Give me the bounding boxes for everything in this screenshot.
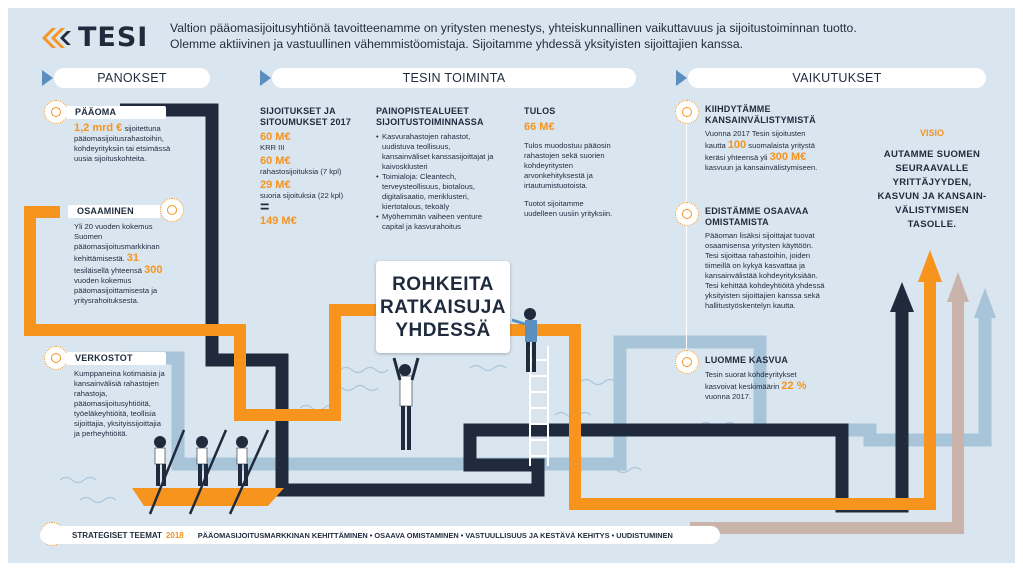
sijoitukset-block: [260, 106, 360, 227]
kiihdytamme-n1: 100: [727, 139, 747, 151]
visio-line-5: VÄLISTYMISEN: [895, 205, 969, 216]
list-item: • Kasvurahastojen rahastot, uudistuva teollisuus, kansainväliset kanssasijoittajat ja kaivosklusteri: [376, 132, 494, 172]
osaaminen-text-1: Yli 20 vuoden kokemus Suomen pääomasijoitusmarkkinan kehittämisestä.: [74, 222, 160, 263]
section-toiminta: TESIN TOIMINTA: [272, 68, 636, 88]
tulos-text-1: Tulos muodostuu pääosin rahastojen sekä suorien kohdeyritysten arvonkehityksestä ja irtautumistuotoista.: [524, 140, 611, 190]
visio-line-1: AUTAMME SUOMEN: [883, 149, 981, 160]
paaoma-desc: sijoitettuna pääomasijoitusrahastoihin, kohdeyrityksiin tai etsimässä uusia sijoituskohteita.: [74, 124, 171, 163]
sun-icon: [675, 202, 699, 226]
paaoma-text: [74, 122, 186, 164]
luomme-text: [705, 370, 815, 402]
visio-line-3: YRITTÄJYYDEN,: [892, 177, 972, 188]
osaaminen-title: OSAAMINEN: [68, 205, 160, 218]
kiihdytamme-n2: 300 M€: [769, 151, 807, 163]
footer-year: 2018: [165, 530, 184, 540]
edistamme-title: EDISTÄMME OSAAVAA OMISTAMISTA: [705, 206, 809, 227]
kiihdytamme-t1: Vuonna 2017 Tesin sijoitusten kautta: [705, 129, 806, 150]
arrow-right-icon: [260, 70, 271, 86]
sijoitukset-l3: suoria sijoituksia (22 kpl): [260, 191, 344, 200]
kiihdytamme-t2: suomalaista yritystä keräsi yhteensä yli: [705, 141, 815, 162]
sun-icon: [160, 198, 184, 222]
painopisteet-list: [376, 132, 494, 232]
worker-illustration: [510, 306, 550, 376]
luomme-title: LUOMME KASVUA: [705, 355, 789, 365]
edistamme-block: [705, 206, 825, 311]
arrow-right-icon: [676, 70, 687, 86]
tesi-logo: [42, 22, 148, 53]
sijoitukset-total: 149 M€: [260, 215, 297, 227]
vaikutukset-divider: [686, 112, 687, 352]
edistamme-text: Pääoman lisäksi sijoittajat tuovat osaamisensa yritysten käyttöön. Tesi sijoittaa rahastoihin, joiden tiimeillä on kykyä kasvattaa ja kansainvälistää kohdeyrityksiään. Tesi kehittää kohdeyhtiöitä yhdessä yksityisten sijoittajien kanssa sekä hallitustyöskentelyn kautta.: [705, 231, 825, 310]
verkostot-title: VERKOSTOT: [66, 352, 166, 365]
kiihdytamme-block: [705, 104, 823, 173]
tulos-text-2: Tuotot sijoitamme uudelleen uusiin yrityksiin.: [524, 198, 613, 218]
osaaminen-text-3: vuoden kokemus pääomasijoittamisesta ja yritysrahoituksesta.: [74, 276, 158, 305]
rohkeita-sign: [376, 261, 510, 353]
list-item: • Myöhemmän vaiheen venture capital ja kasvurahoitus: [376, 212, 494, 232]
painopisteet-title: PAINOPISTEALUEET SIJOITUSTOIMINNASSA: [376, 106, 484, 127]
luomme-t2: vuonna 2017.: [705, 391, 752, 401]
sign-line-3: YHDESSÄ: [395, 319, 491, 341]
luomme-block: [705, 355, 815, 402]
list-item: • Toimialoja: Cleantech, terveysteollisuus, biotalous, digitalisaatio, meriklusteri, kiertotalous, tekoäly: [376, 172, 494, 212]
sijoitukset-eq: =: [260, 199, 270, 216]
sun-icon: [44, 346, 68, 370]
osaaminen-text-2: tesiläisellä yhteensä: [74, 266, 142, 275]
arrow-right-icon: [42, 70, 53, 86]
tulos-title: TULOS: [524, 106, 556, 116]
brand-name: TESI: [78, 22, 149, 53]
kiihdytamme-text: [705, 129, 823, 173]
osaaminen-text: [74, 222, 174, 306]
sun-icon: [675, 350, 699, 374]
sign-line-1: ROHKEITA: [392, 273, 494, 295]
visio-line-6: TASOLLE.: [907, 219, 957, 230]
osaaminen-n1: 31: [126, 252, 140, 264]
painopisteet-block: [376, 106, 494, 232]
tulos-value: 66 M€: [524, 120, 555, 133]
tesi-logo-icon: [42, 25, 72, 51]
sijoitukset-l2: rahastosijoituksia (7 kpl): [260, 167, 342, 176]
sun-icon: [44, 100, 68, 124]
osaaminen-n2: 300: [144, 264, 163, 276]
paaoma-amount: 1,2 mrd €: [74, 122, 123, 134]
sijoitukset-v2: 60 M€: [260, 155, 291, 167]
visio-text: [870, 148, 994, 232]
visio-label: VISIO: [919, 128, 944, 138]
strategic-themes-bar: [40, 526, 720, 544]
sijoitukset-v3: 29 M€: [260, 179, 291, 191]
section-vaikutukset: VAIKUTUKSET: [688, 68, 986, 88]
footer-themes: PÄÄOMASIJOITUSMARKKINAN KEHITTÄMINEN • OSAAVA OMISTAMINEN • VASTUULLISUUS JA KESTÄVÄ KEHITYS • UUDISTUMINEN: [197, 530, 673, 540]
sijoitukset-title: SIJOITUKSET JA SITOUMUKSET 2017: [260, 106, 352, 127]
intro-text: [170, 20, 1000, 52]
visio-block: [870, 128, 994, 232]
tulos-block: [524, 106, 616, 219]
sun-icon: [675, 100, 699, 124]
paaoma-title: PÄÄOMA: [66, 106, 166, 119]
footer-label: STRATEGISET TEEMAT: [72, 530, 162, 540]
rowing-team-illustration: [128, 420, 288, 522]
visio-line-2: SEURAAVALLE: [895, 163, 969, 174]
sijoitukset-l1: KRR III: [260, 143, 285, 152]
sign-line-2: RATKAISUJA: [379, 296, 507, 318]
visio-line-4: KASVUN JA KANSAIN-: [877, 191, 987, 202]
section-panokset: PANOKSET: [54, 68, 210, 88]
luomme-t1: Tesin suorat kohdeyritykset kasvoivat keskimäärin: [705, 369, 797, 391]
kiihdytamme-title: KIIHDYTÄMME KANSAINVÄLISTYMISTÄ: [705, 104, 816, 125]
intro-line-2: Olemme aktiivinen ja vastuullinen vähemmistöomistaja. Sijoitamme yhdessä yksityisten sijoittajien kanssa.: [170, 37, 744, 51]
kiihdytamme-t3: kasvuun ja kansainvälistymiseen.: [705, 163, 818, 172]
sijoitukset-v1: 60 M€: [260, 131, 291, 143]
luomme-n1: 22 %: [781, 379, 807, 392]
intro-line-1: Valtion pääomasijoitusyhtiönä tavoitteenamme on yritysten menestys, yhteiskunnallinen vaikuttavuus ja sijoitustoiminnan tuotto.: [170, 21, 857, 35]
verkostot-text: Kumppaneina kotimaisia ja kansainvälisiä rahastojen rahastoja, pääomasijoitusyhtiöitä, työeläkeyhtiöitä, teollisia sijoittajia, yksityissijoittajia ja perheyhtiöitä.: [74, 369, 165, 438]
